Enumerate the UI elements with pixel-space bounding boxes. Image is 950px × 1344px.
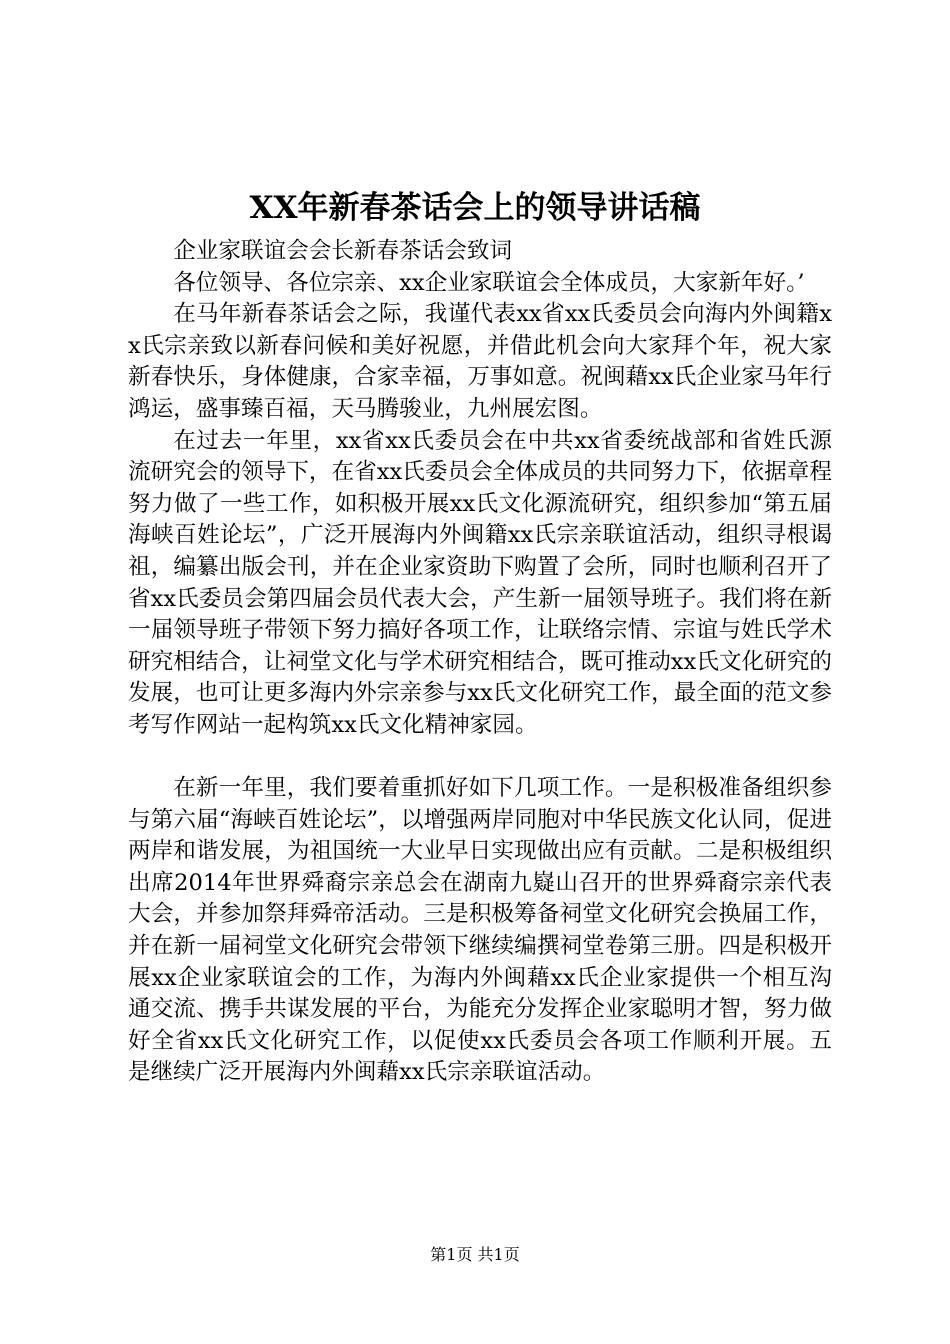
paragraph-greeting: 各位领导、各位宗亲、xx企业家联谊会全体成员，大家新年好。’ [173, 269, 805, 296]
paragraph-new-year-wishes: 在马年新春茶话会之际，我谨代表xx省xx氏委员会向海内外闽籍xx氏宗亲致以新春问候和美好祝愿，并借此机会向大家拜个年，祝大家新春快乐，身体健康，合家幸福，万事如意。祝闽藉xx氏企业家马年行鸿运，盛事臻百福，天马腾骏业，九州展宏图。 [128, 301, 832, 422]
document-title: XX年新春茶话会上的领导讲话稿 [249, 190, 701, 226]
document-body [128, 236, 832, 1089]
paragraph-new-year-plans: 在新一年里，我们要着重抓好如下几项工作。一是积极准备组织参与第六届“海峡百姓论坛”，以增强两岸同胞对中华民族文化认同，促进两岸和谐发展，为祖国统一大业早日实现做出应有贡献。二是积极组织出席2014年世界舜裔宗亲总会在湖南九嶷山召开的世界舜裔宗亲代表大会，并参加祭拜舜帝活动。三是积极筹备祠堂文化研究会换届工作，并在新一届祠堂文化研究会带领下继续编撰祠堂卷第三册。四是积极开展xx企业家联谊会的工作，为海内外闽藉xx氏企业家提供一个相互沟通交流、携手共谋发展的平台，为能充分发挥企业家聪明才智，努力做好全省xx氏文化研究工作，以促使xx氏委员会各项工作顺利开展。五是继续广泛开展海内外闽藉xx氏宗亲联谊活动。 [128, 775, 832, 1086]
page-footer: 第1页 共1页 [430, 1245, 520, 1264]
paragraph-spacer [128, 742, 832, 774]
paragraph-subtitle: 企业家联谊会会长新春茶话会致词 [173, 238, 513, 264]
paragraph-past-year-review: 在过去一年里，xx省xx氏委员会在中共xx省委统战部和省姓氏源流研究会的领导下，在省xx氏委员会全体成员的共同努力下，依据章程努力做了一些工作，如积极开展xx氏文化源流研究，组织参加“第五届海峡百姓论坛”，广泛开展海内外闽籍xx氏宗亲联谊活动，组织寻根谒祖，编纂出版会刊，并在企业家资助下购置了会所，同时也顺利召开了省xx氏委员会第四届会员代表大会，产生新一届领导班子。我们将在新一届领导班子带领下努力搞好各项工作，让联络宗情、宗谊与姓氏学术研究相结合，让祠堂文化与学术研究相结合，既可推动xx氏文化研究的发展，也可让更多海内外宗亲参与xx氏文化研究工作，最全面的范文参考写作网站一起构筑xx氏文化精神家园。 [128, 427, 832, 738]
